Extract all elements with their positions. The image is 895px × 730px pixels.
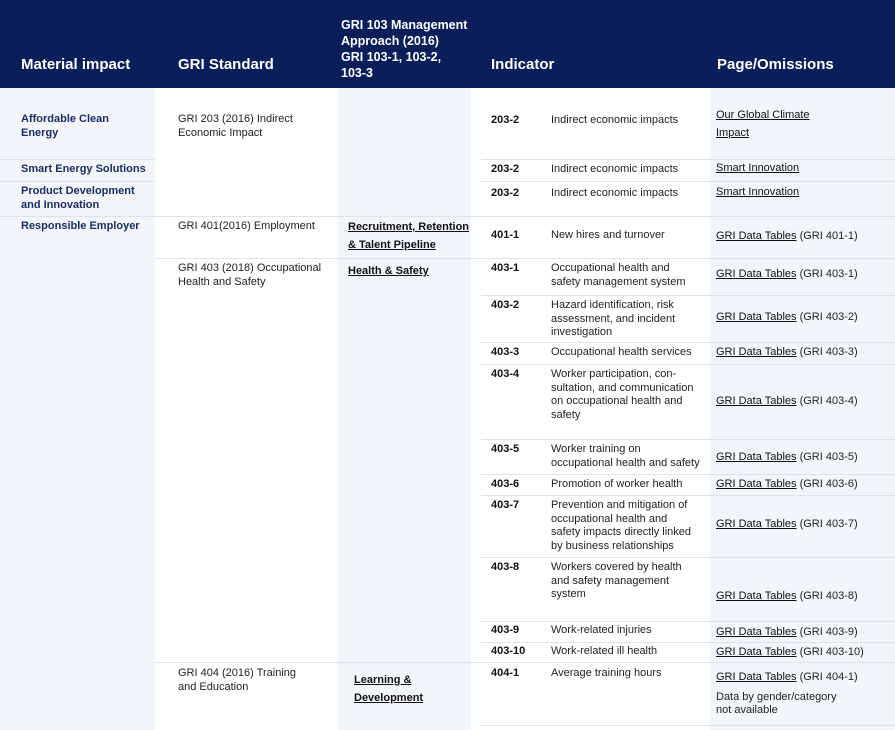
page-link[interactable]: GRI Data Tables xyxy=(716,311,797,323)
row-divider xyxy=(481,342,895,343)
page-reference xyxy=(716,268,858,282)
page-link[interactable]: Our Global Climate xyxy=(716,109,810,121)
page-reference-code: (GRI 404-1) xyxy=(796,671,858,683)
indicator-description-line: on occupational health and xyxy=(551,395,683,408)
indicator-number: 401-1 xyxy=(491,229,520,241)
row-divider xyxy=(155,662,895,663)
page-reference-code: (GRI 403-5) xyxy=(796,451,858,463)
approach-link-line[interactable]: & Talent Pipeline xyxy=(348,239,436,251)
indicator-number: 203-2 xyxy=(491,187,520,199)
indicator-description-line: Indirect economic impacts xyxy=(551,187,679,199)
approach-link-line[interactable]: Recruitment, Retention xyxy=(348,221,470,233)
page-link[interactable]: GRI Data Tables xyxy=(716,518,797,530)
header-indicator: Indicator xyxy=(491,56,555,73)
approach-link-line[interactable]: Health & Safety xyxy=(348,265,429,277)
page-reference-code: (GRI 403-10) xyxy=(796,646,864,658)
indicator-number: 403-8 xyxy=(491,561,520,573)
page-reference xyxy=(716,106,810,142)
page-reference xyxy=(716,518,858,532)
standard-line: GRI 404 (2016) Training xyxy=(178,667,297,679)
indicator-description xyxy=(551,346,711,360)
page-link[interactable]: Smart Innovation xyxy=(716,186,800,198)
indicator-description-line: Workers covered by health xyxy=(551,561,682,573)
page-reference-code: (GRI 401-1) xyxy=(796,230,858,242)
header-material-impact: Material impact xyxy=(21,56,131,73)
indicator-description-line: New hires and turnover xyxy=(551,229,665,241)
page-link[interactable]: GRI Data Tables xyxy=(716,671,797,683)
page-reference xyxy=(716,162,799,176)
row-divider xyxy=(0,181,155,182)
standard-line: GRI 403 (2018) Occupational xyxy=(178,262,322,274)
page-reference-code: (GRI 403-8) xyxy=(796,590,858,602)
material-line: and Innovation xyxy=(21,198,100,211)
header-management-approach xyxy=(341,17,467,81)
page-link[interactable]: GRI Data Tables xyxy=(716,626,797,638)
indicator-description-line: system xyxy=(551,588,586,601)
indicator-number: 403-5 xyxy=(491,443,520,455)
indicator-description-line: occupational health and safety xyxy=(551,456,700,469)
header-approach-line: Approach (2016) xyxy=(341,34,439,48)
indicator-number: 403-6 xyxy=(491,478,520,490)
indicator-description xyxy=(551,163,711,177)
page-reference-code: (GRI 403-3) xyxy=(796,346,858,358)
approach-recruitment-link[interactable] xyxy=(348,218,469,254)
standard-gri-403 xyxy=(178,262,321,289)
indicator-description-line: Worker participation, con- xyxy=(551,368,677,380)
indicator-description-line: Indirect economic impacts xyxy=(551,163,679,175)
indicator-description xyxy=(551,262,711,289)
indicator-number: 403-7 xyxy=(491,499,520,511)
approach-health-safety-link[interactable] xyxy=(348,262,429,280)
indicator-description-line: Hazard identification, risk xyxy=(551,299,674,311)
page-link[interactable]: GRI Data Tables xyxy=(716,230,797,242)
row-divider xyxy=(481,364,895,365)
row-divider xyxy=(0,159,155,160)
omission-note xyxy=(716,691,858,718)
page-reference-code: (GRI 403-4) xyxy=(796,395,858,407)
page-reference xyxy=(716,478,858,492)
indicator-description-line: safety impacts directly linked xyxy=(551,526,691,539)
material-affordable-clean-energy xyxy=(21,113,109,140)
page-reference xyxy=(716,186,799,200)
page-reference-code: (GRI 403-2) xyxy=(796,311,858,323)
indicator-description xyxy=(551,499,711,553)
page-link[interactable]: GRI Data Tables xyxy=(716,395,797,407)
row-divider xyxy=(481,295,895,296)
page-reference xyxy=(716,311,858,325)
indicator-number: 403-2 xyxy=(491,299,520,311)
indicator-description xyxy=(551,368,711,422)
approach-link-line[interactable]: Learning & xyxy=(354,674,412,686)
indicator-description-line: safety xyxy=(551,408,581,421)
page-reference xyxy=(716,395,858,409)
page-reference-code: (GRI 403-7) xyxy=(796,518,858,530)
header-approach-line: GRI 103 Management xyxy=(341,18,468,32)
indicator-description xyxy=(551,667,711,681)
row-divider xyxy=(155,258,895,259)
page-link[interactable]: GRI Data Tables xyxy=(716,590,797,602)
standard-gri-401: GRI 401(2016) Employment xyxy=(178,220,315,232)
row-divider xyxy=(481,181,895,182)
material-responsible-employer: Responsible Employer xyxy=(21,220,140,232)
indicator-description-line: Average training hours xyxy=(551,667,662,679)
table-header xyxy=(0,0,895,88)
header-page-omissions: Page/Omissions xyxy=(717,56,834,73)
row-divider xyxy=(481,557,895,558)
indicator-description xyxy=(551,478,711,492)
standard-gri-203 xyxy=(178,113,293,140)
indicator-description-line: Indirect economic impacts xyxy=(551,114,679,126)
approach-learning-link[interactable] xyxy=(354,671,423,707)
header-approach-line: GRI 103-1, 103-2, xyxy=(341,50,442,64)
page-reference xyxy=(716,671,858,718)
material-smart-energy-solutions: Smart Energy Solutions xyxy=(21,163,146,175)
material-line: Affordable Clean xyxy=(21,113,110,125)
page-link[interactable]: GRI Data Tables xyxy=(716,346,797,358)
indicator-description-line: Work-related injuries xyxy=(551,624,652,636)
row-divider xyxy=(481,725,895,726)
indicator-description-line: investigation xyxy=(551,326,613,339)
material-line: Energy xyxy=(21,126,59,139)
indicator-description-line: occupational health and xyxy=(551,512,668,525)
indicator-number: 403-3 xyxy=(491,346,520,358)
page-reference xyxy=(716,590,858,604)
page-reference-code: (GRI 403-9) xyxy=(796,626,858,638)
page-reference xyxy=(716,646,864,660)
indicator-description-line: sultation, and communication xyxy=(551,381,694,394)
indicator-description-line: and safety management xyxy=(551,574,670,587)
indicator-number: 403-1 xyxy=(491,262,520,274)
material-product-development xyxy=(21,185,135,212)
page-reference-code: (GRI 403-6) xyxy=(796,478,858,490)
standard-gri-404 xyxy=(178,667,296,694)
indicator-description-line: safety management system xyxy=(551,275,686,288)
material-line: Product Development xyxy=(21,185,135,197)
indicator-description-line: Occupational health services xyxy=(551,346,692,358)
indicator-description-line: Prevention and mitigation of xyxy=(551,499,688,511)
indicator-description xyxy=(551,561,711,602)
row-divider xyxy=(0,216,895,217)
indicator-description xyxy=(551,229,711,243)
page-link[interactable]: GRI Data Tables xyxy=(716,268,797,280)
row-divider xyxy=(481,621,895,622)
header-gri-standard: GRI Standard xyxy=(178,56,274,73)
row-divider xyxy=(481,159,895,160)
row-divider xyxy=(481,495,895,496)
indicator-description-line: Worker training on xyxy=(551,443,641,455)
header-approach-line: 103-3 xyxy=(341,66,373,80)
approach-column-bg xyxy=(338,88,471,730)
indicator-number: 403-9 xyxy=(491,624,520,636)
standard-line: and Education xyxy=(178,680,249,693)
approach-link-line[interactable]: Development xyxy=(354,692,424,704)
indicator-description-line: Promotion of worker health xyxy=(551,478,683,490)
page-link[interactable]: Smart Innovation xyxy=(716,162,800,174)
indicator-description xyxy=(551,187,711,201)
page-link[interactable]: GRI Data Tables xyxy=(716,646,797,658)
indicator-description xyxy=(551,624,711,638)
indicator-description xyxy=(551,443,711,470)
indicator-description-line: Work-related ill health xyxy=(551,645,658,657)
indicator-number: 203-2 xyxy=(491,163,520,175)
page-reference xyxy=(716,626,858,640)
indicator-number: 404-1 xyxy=(491,667,520,679)
omission-note-line: not available xyxy=(716,704,778,717)
page-link[interactable]: GRI Data Tables xyxy=(716,451,797,463)
indicator-description-line: by business relationships xyxy=(551,539,674,552)
omission-note-line: Data by gender/category xyxy=(716,690,837,703)
row-divider xyxy=(481,642,895,643)
page-link[interactable]: Impact xyxy=(716,127,750,139)
indicator-description xyxy=(551,114,711,128)
indicator-description-line: Occupational health and xyxy=(551,262,670,274)
indicator-number: 203-2 xyxy=(491,114,520,126)
indicator-number: 403-4 xyxy=(491,368,520,380)
standard-line: Economic Impact xyxy=(178,126,263,139)
standard-line: Health and Safety xyxy=(178,275,266,288)
row-divider xyxy=(481,474,895,475)
indicator-description-line: assessment, and incident xyxy=(551,312,676,325)
page-reference-code: (GRI 403-1) xyxy=(796,268,858,280)
row-divider xyxy=(481,439,895,440)
page-link[interactable]: GRI Data Tables xyxy=(716,478,797,490)
indicator-number: 403-10 xyxy=(491,645,526,657)
page-reference xyxy=(716,451,858,465)
indicator-description xyxy=(551,645,711,659)
indicator-description xyxy=(551,299,711,340)
standard-line: GRI 203 (2016) Indirect xyxy=(178,113,293,125)
page-reference xyxy=(716,346,858,360)
page-reference xyxy=(716,230,858,244)
